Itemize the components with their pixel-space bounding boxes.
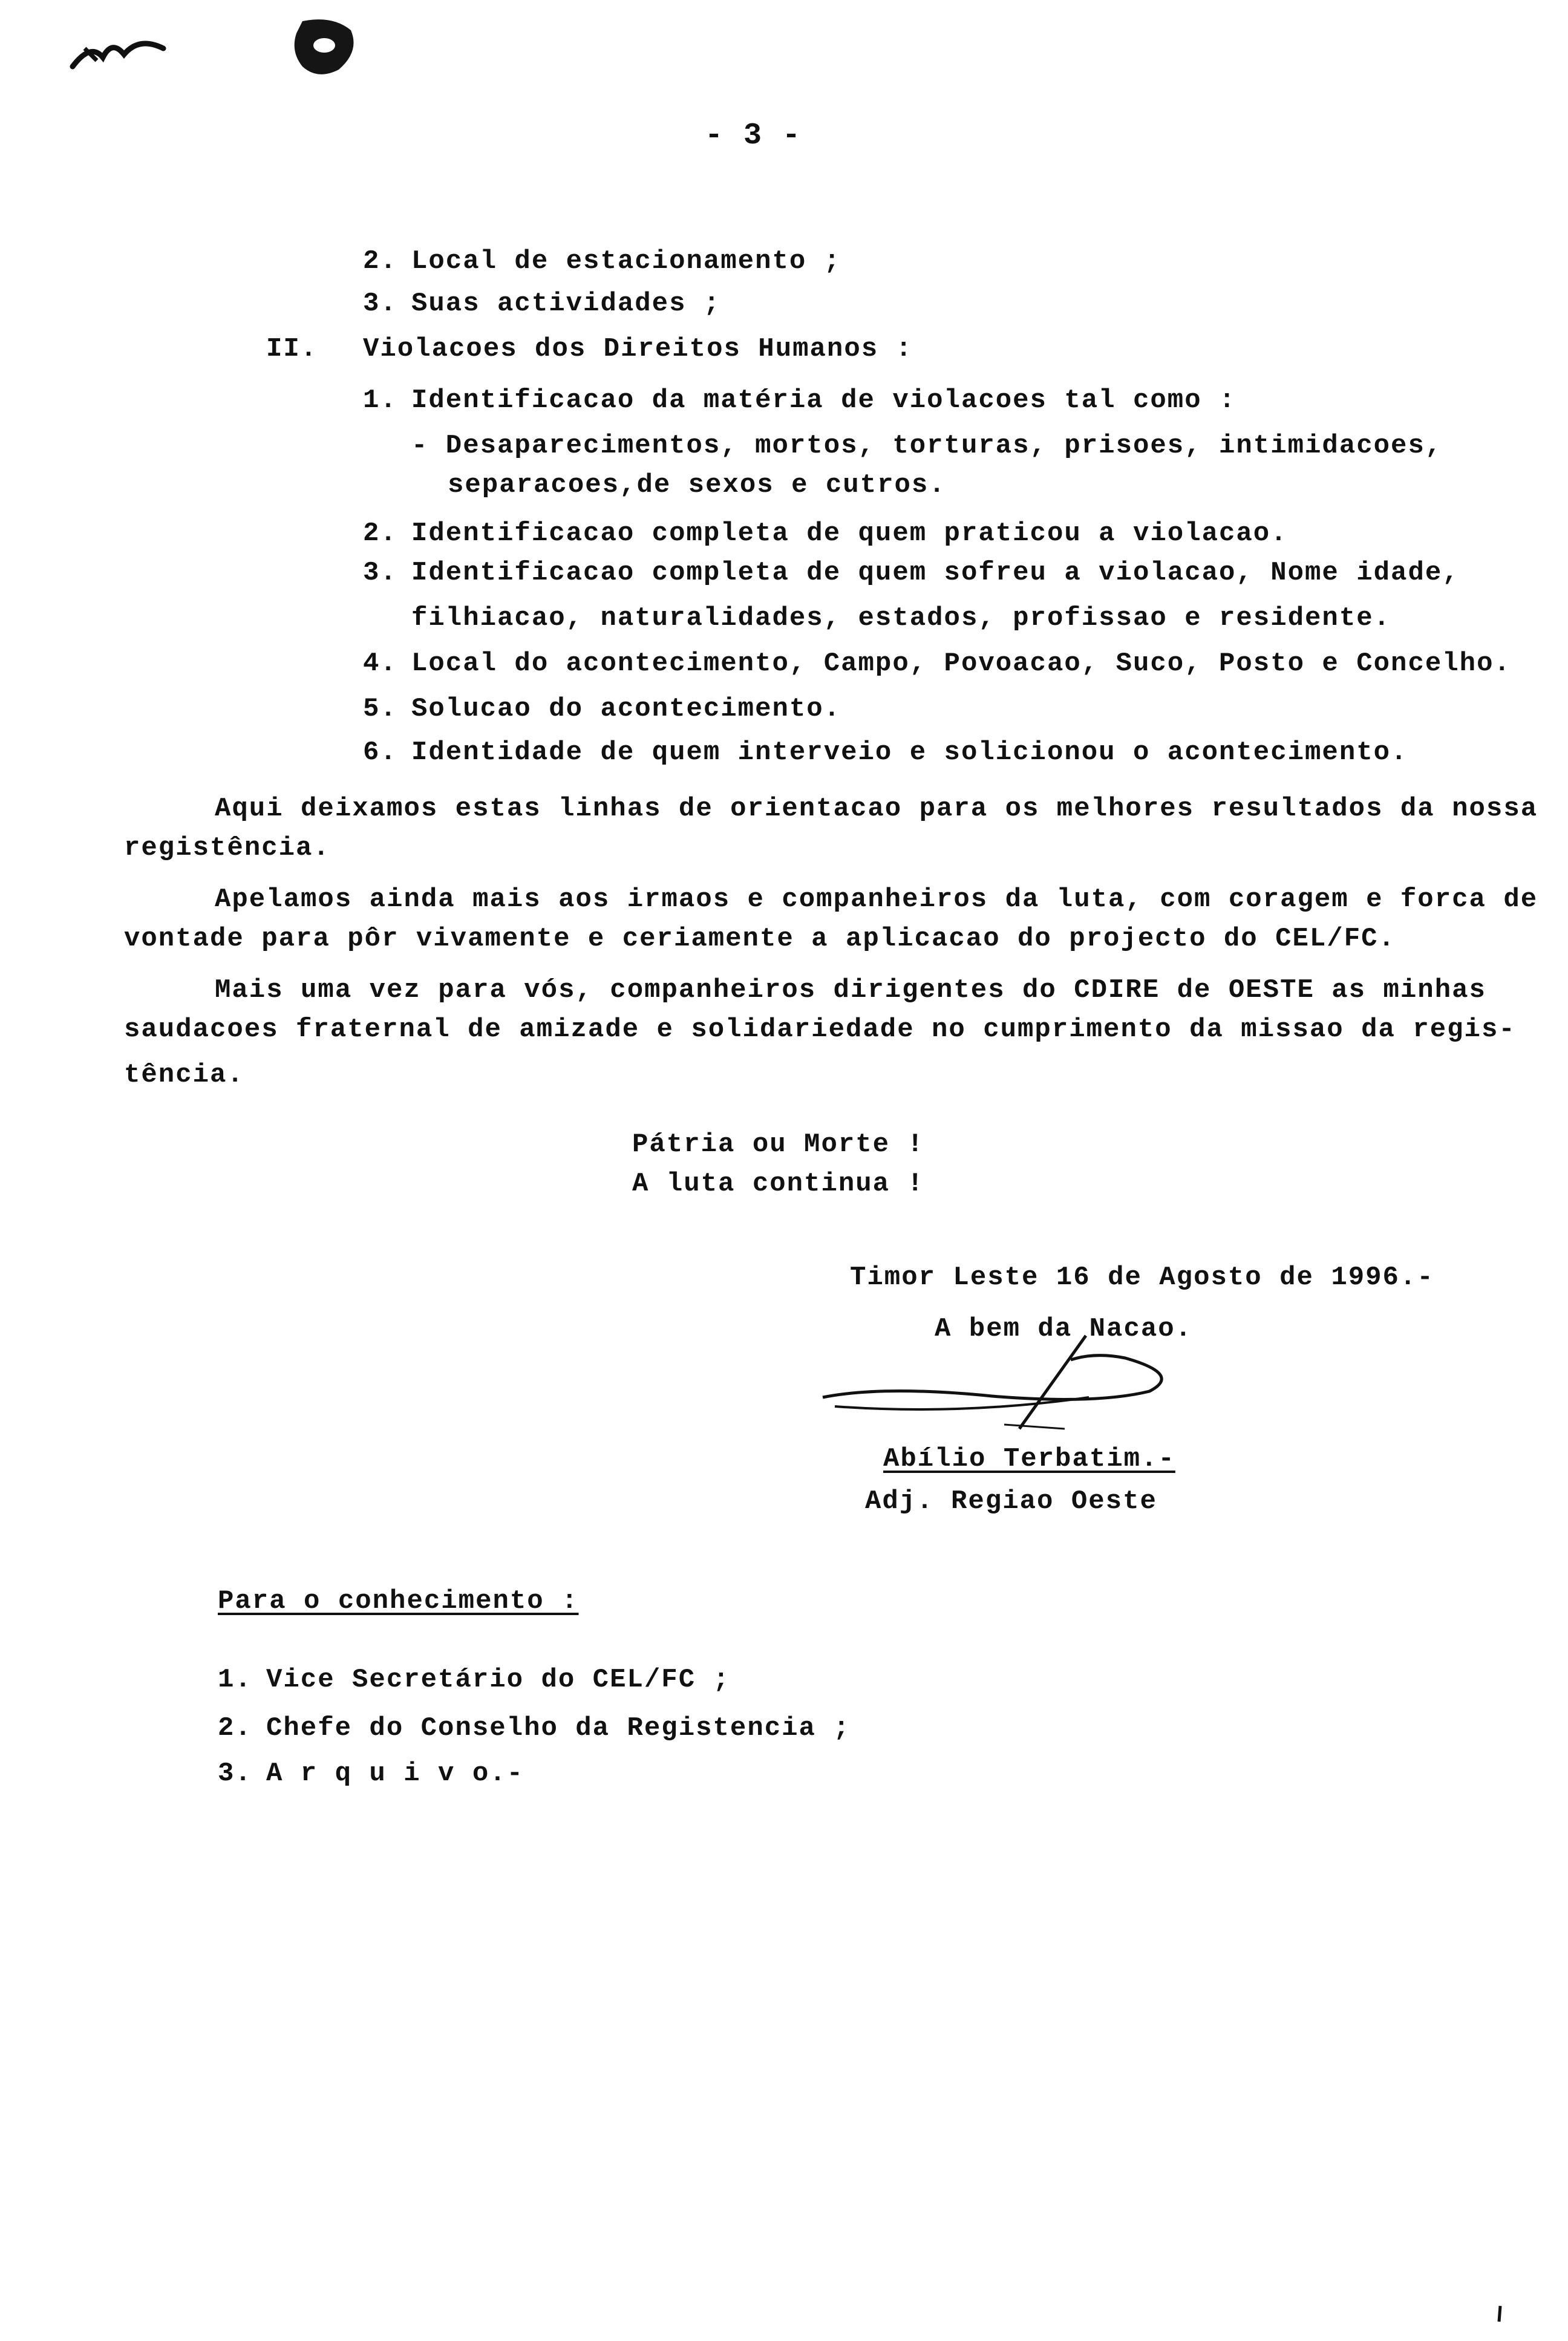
paragraph-line: Aqui deixamos estas linhas de orientacao para os melhores resultados da nossa <box>215 794 1538 824</box>
sub-item-text: Identidade de quem interveio e solicionou o acontecimento. <box>411 737 1408 768</box>
ink-blot-icon <box>284 15 363 82</box>
signatory-name: Abílio Terbatim.- <box>883 1444 1175 1474</box>
sub-item-number: 5. <box>363 694 397 724</box>
sub-item-number: 4. <box>363 648 397 679</box>
handwritten-mark-icon <box>67 24 169 79</box>
sub-item-text: Solucao do acontecimento. <box>411 694 841 724</box>
paragraph-line: vontade para pôr vivamente e ceriamente a aplicacao do projecto do CEL/FC. <box>124 924 1396 954</box>
violations-list-line: - Desaparecimentos, mortos, torturas, prisoes, intimidacoes, <box>411 431 1443 461</box>
sub-item-text-continued: filhiacao, naturalidades, estados, profissao e residente. <box>411 603 1391 633</box>
signatory-title: Adj. Regiao Oeste <box>865 1486 1157 1517</box>
sub-item-number: 3. <box>363 558 397 588</box>
slogan: Pátria ou Morte ! <box>632 1129 924 1160</box>
item-text: Local de estacionamento ; <box>411 246 841 276</box>
item-text: Suas actividades ; <box>411 289 721 319</box>
sub-item-number: 2. <box>363 518 397 549</box>
item-number: 2. <box>363 246 397 276</box>
sub-item-text: Identificacao completa de quem praticou a violacao. <box>411 518 1288 549</box>
sub-item-text: Identificacao da matéria de violacoes tal como : <box>411 385 1236 416</box>
paragraph-line: tência. <box>124 1060 244 1090</box>
sub-item-text: Identificacao completa de quem sofreu a violacao, Nome idade, <box>411 558 1460 588</box>
cc-item-text: A r q u i v o.- <box>266 1758 524 1789</box>
slogan: A luta continua ! <box>632 1169 924 1199</box>
section-number: II. <box>266 334 318 364</box>
place-date: Timor Leste 16 de Agosto de 1996.- <box>850 1262 1434 1293</box>
margin-mark-icon <box>1494 2305 1506 2323</box>
handwritten-signature <box>811 1325 1186 1440</box>
cc-item-number: 3. <box>218 1758 252 1789</box>
cc-item-number: 1. <box>218 1665 252 1695</box>
paragraph-line: registência. <box>124 833 330 863</box>
paragraph-line: saudacoes fraternal de amizade e solidariedade no cumprimento da missao da regis- <box>124 1014 1516 1045</box>
sub-item-number: 6. <box>363 737 397 768</box>
paragraph-line: Apelamos ainda mais aos irmaos e companheiros da luta, com coragem e forca de <box>215 884 1538 915</box>
section-title: Violacoes dos Direitos Humanos : <box>363 334 913 364</box>
violations-list-line: separacoes,de sexos e cutros. <box>448 470 946 500</box>
cc-item-number: 2. <box>218 1713 252 1743</box>
paragraph-line: Mais uma vez para vós, companheiros dirigentes do CDIRE de OESTE as minhas <box>215 975 1486 1005</box>
sub-item-text: Local do acontecimento, Campo, Povoacao, Suco, Posto e Concelho. <box>411 648 1511 679</box>
cc-item-text: Chefe do Conselho da Registencia ; <box>266 1713 851 1743</box>
page-number: - 3 - <box>705 119 802 153</box>
cc-item-text: Vice Secretário do CEL/FC ; <box>266 1665 730 1695</box>
cc-heading: Para o conhecimento : <box>218 1586 579 1616</box>
sub-item-number: 1. <box>363 385 397 416</box>
closing: A bem da Nacao. <box>935 1314 1193 1344</box>
item-number: 3. <box>363 289 397 319</box>
